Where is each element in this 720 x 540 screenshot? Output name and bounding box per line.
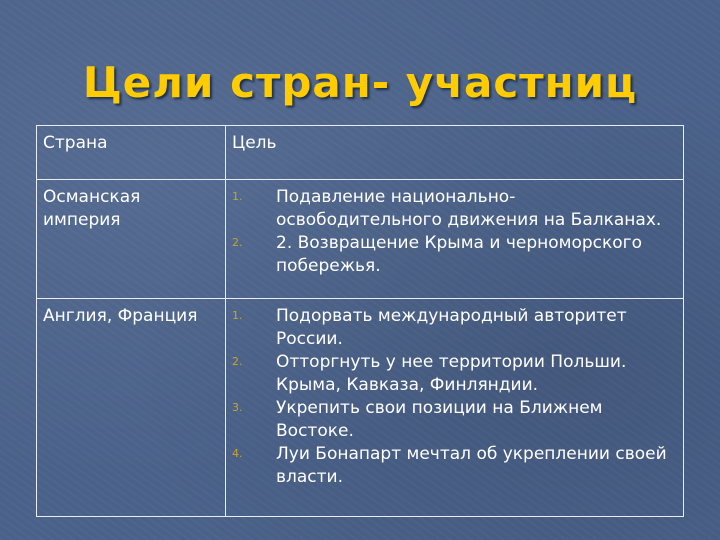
slide-title: Цели стран- участниц	[82, 58, 638, 107]
goal-number: 3.	[232, 401, 243, 414]
goal-item	[232, 443, 677, 489]
goal-number: 2.	[232, 355, 243, 368]
table-header-row	[37, 126, 684, 180]
goal-cell	[226, 299, 684, 517]
goal-item	[232, 186, 677, 232]
goals-table	[36, 125, 684, 517]
goal-item	[232, 351, 677, 397]
goal-number: 1.	[232, 190, 243, 203]
goal-text: Подавление национально-освободительного движения на Балканах.	[276, 187, 662, 230]
goal-list	[232, 305, 677, 489]
goal-number: 2.	[232, 236, 243, 249]
header-country: Страна	[37, 126, 226, 180]
table-row-england-france	[37, 299, 684, 517]
goal-text: 2. Возвращение Крыма и черноморского побережья.	[276, 233, 643, 276]
goal-item	[232, 232, 677, 278]
table-row-ottoman	[37, 180, 684, 299]
goal-text: Подорвать международный авторитет России.	[276, 306, 627, 349]
goal-text: Укрепить свои позиции на Ближнем Востоке.	[276, 398, 603, 441]
goal-text: Отторгнуть у нее территории Польши. Крыма, Кавказа, Финляндии.	[276, 352, 627, 395]
country-cell: Османская империя	[37, 180, 226, 299]
goal-list	[232, 186, 677, 278]
goal-text: Луи Бонапарт мечтал об укреплении своей власти.	[276, 444, 667, 487]
country-cell: Англия, Франция	[37, 299, 226, 517]
goal-cell	[226, 180, 684, 299]
goal-number: 1.	[232, 309, 243, 322]
header-goal: Цель	[226, 126, 684, 180]
goal-item	[232, 397, 677, 443]
goal-number: 4.	[232, 447, 243, 460]
goal-item	[232, 305, 677, 351]
